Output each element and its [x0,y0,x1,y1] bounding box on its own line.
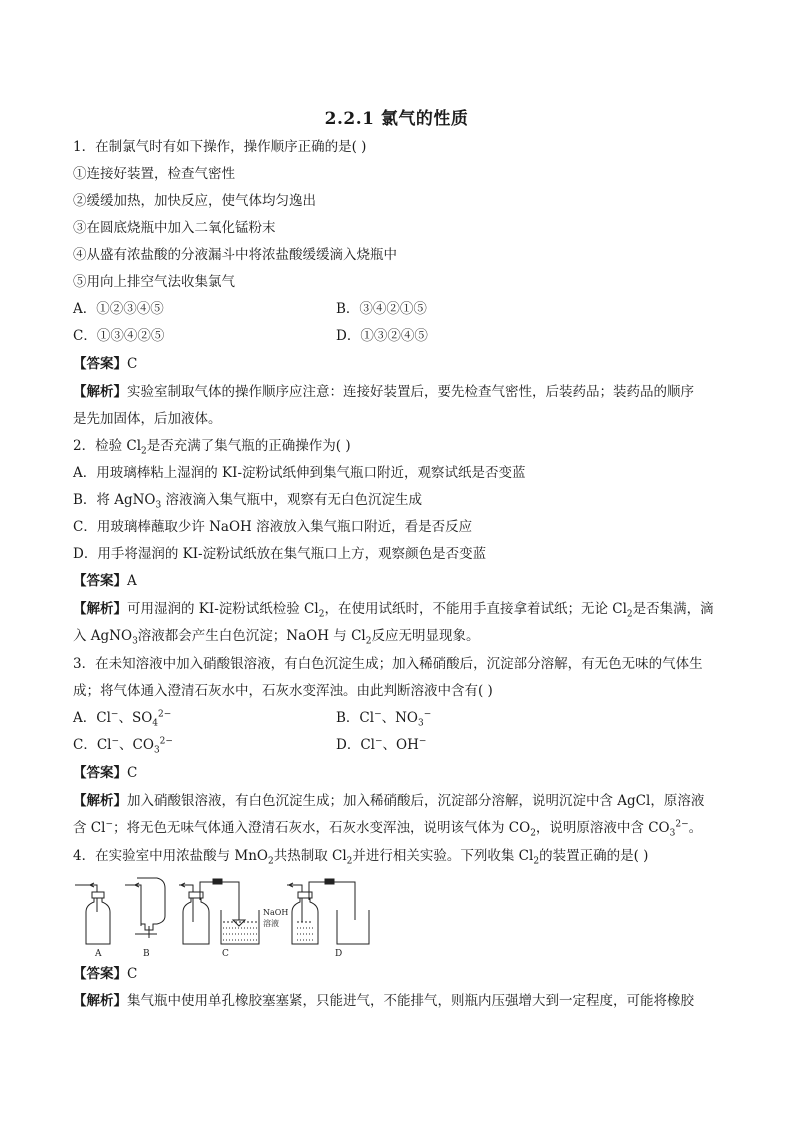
q3-stem-line2: 成；将气体通入澄清石灰水中，石灰水变浑浊。由此判断溶液中含有( ) [73,683,493,699]
q2-stem [73,437,351,455]
q1-option-c: C．①③④②⑤ [73,328,165,344]
subscript: 3 [155,500,162,511]
text: 。 [688,820,703,836]
text: 溶液都会产生白色沉淀；NaOH 与 Cl [137,628,366,644]
subscript: 2 [346,856,353,867]
subscript: 2 [626,609,633,620]
analysis-text: 加入硝酸银溶液，有白色沉淀生成；加入稀硝酸后，沉淀部分溶解，说明沉淀中含 AgCl，原溶液 [127,793,705,809]
text: 、CO [119,737,154,753]
subscript: 2 [365,636,372,647]
q1-stem: 1．在制氯气时有如下操作，操作顺序正确的是( ) [73,139,367,155]
answer-value: A [127,573,137,589]
subscript: 2 [318,609,325,620]
text: 可用湿润的 KI-淀粉试纸检验 Cl [127,601,319,617]
q2-analysis-line2 [73,627,479,645]
text: ，在使用试纸时，不能用手直接拿着试纸；无论 Cl [324,601,627,617]
analysis-text: 集气瓶中使用单孔橡胶塞塞紧，只能进气，不能排气，则瓶内压强增大到一定程度，可能将橡胶 [127,993,694,1009]
apparatus-a [75,883,110,944]
q1-option-d: D．①③②④⑤ [336,328,428,344]
q3-analysis-line1 [73,792,704,810]
subscript: 2 [141,446,147,457]
superscript: 2− [159,736,173,747]
text: B．Cl [336,710,375,726]
q2-option-a: A．用玻璃棒粘上湿润的 KI-淀粉试纸伸到集气瓶口附近，观察试纸是否变蓝 [73,465,526,481]
text: ，说明原溶液中含 CO [535,820,670,836]
q1-item-5: ⑤用向上排空气法收集氯气 [73,274,235,290]
answer-value: C [127,966,138,982]
apparatus-b [125,878,165,938]
q1-item-1: ①连接好装置，检查气密性 [73,166,235,182]
subscript: 2 [530,828,536,839]
q2-answer [73,572,137,590]
superscript: − [423,709,432,720]
analysis-tag: 【解析】 [73,384,127,400]
text: 是否集满，滴 [632,601,714,617]
subscript: 3 [153,745,160,756]
text: ；将无色无味气体通入澄清石灰水，石灰水变浑浊，说明该气体为 CO [113,820,531,836]
subscript: 3 [418,718,424,729]
text: 溶液滴入集气瓶中，观察有无白色沉淀生成 [161,492,423,508]
subscript: 3 [669,828,676,839]
text: 、NO [381,710,419,726]
q2-option-b [73,491,422,509]
subscript: 3 [132,636,138,647]
naoh-label: NaOH [263,908,289,917]
text: C．Cl [73,737,112,753]
q3-analysis-line2 [73,819,702,837]
q3-stem-line1: 3．在未知溶液中加入硝酸银溶液，有白色沉淀生成；加入稀硝酸后，沉淀部分溶解，有无色无味的气体生 [73,656,703,672]
text: B．将 AgNO [73,492,156,508]
q3-option-d [336,736,426,754]
answer-tag: 【答案】 [73,356,127,372]
q1-answer [73,355,137,373]
text: 4．在实验室中用浓盐酸与 MnO [73,848,268,864]
text: 的装置正确的是( ) [539,848,649,864]
apparatus-c [179,879,259,944]
apparatus-d [287,879,369,944]
text: 并进行相关实验。下列收集 Cl [352,848,534,864]
page-title: 2.2.1 氯气的性质 [324,109,469,129]
q1-option-b: B．③④②①⑤ [336,301,427,317]
text: 共热制取 Cl [273,848,347,864]
superscript: − [374,709,382,720]
solution-label: 溶液 [263,919,279,928]
analysis-tag: 【解析】 [73,601,127,617]
q2-analysis-line1 [73,600,714,618]
label-a: A [95,949,102,959]
label-c: C [222,949,229,959]
superscript: − [110,709,119,720]
answer-value: C [127,765,138,781]
superscript: − [374,736,383,747]
text: 是否充满了集气瓶的正确操作为( ) [146,438,351,454]
text: 2．检验 Cl [73,438,142,454]
analysis-text: 实验室制取气体的操作顺序应注意：连接好装置后，要先检查气密性，后装药品；装药品的顺序 [127,384,694,400]
answer-value: C [127,356,138,372]
q2-option-c: C．用玻璃棒蘸取少许 NaOH 溶液放入集气瓶口附近，看是否反应 [73,519,473,535]
q2-option-d: D．用手将湿润的 KI-淀粉试纸放在集气瓶口上方，观察颜色是否变蓝 [73,546,487,562]
superscript: 2− [158,709,172,720]
superscript: − [105,819,113,830]
q1-option-a: A．①②③④⑤ [73,301,164,317]
text: D．Cl [336,737,375,753]
q1-item-4: ④从盛有浓盐酸的分液漏斗中将浓盐酸缓缓滴入烧瓶中 [73,247,397,263]
text: 、SO [118,710,153,726]
q4-answer [73,965,137,983]
q3-option-b [336,709,431,727]
text: 入 AgNO [73,628,133,644]
text: 、OH [382,737,419,753]
text: 含 Cl [73,820,106,836]
q1-item-2: ②缓缓加热，加快反应，使气体均匀逸出 [73,193,316,209]
label-d: D [335,949,343,959]
superscript: − [111,736,120,747]
answer-tag: 【答案】 [73,573,127,589]
answer-tag: 【答案】 [73,966,127,982]
text: 反应无明显现象。 [371,628,480,644]
subscript: 4 [152,718,159,729]
q1-analysis-line1 [73,383,694,401]
q3-answer [73,764,137,782]
superscript: 2− [675,819,689,830]
analysis-tag: 【解析】 [73,993,127,1009]
q1-analysis-line2: 是先加固体，后加液体。 [73,411,222,427]
apparatus-figure [73,872,373,960]
subscript: 2 [267,856,274,867]
superscript: − [418,736,427,747]
q3-option-c [73,736,173,754]
text: A．Cl [73,710,111,726]
q1-item-3: ③在圆底烧瓶中加入二氧化锰粉末 [73,220,276,236]
q3-option-a [73,709,171,727]
q4-stem [73,847,648,865]
subscript: 2 [533,856,540,867]
label-b: B [143,949,150,959]
analysis-tag: 【解析】 [73,793,127,809]
q4-analysis-line1 [73,992,694,1010]
answer-tag: 【答案】 [73,765,127,781]
